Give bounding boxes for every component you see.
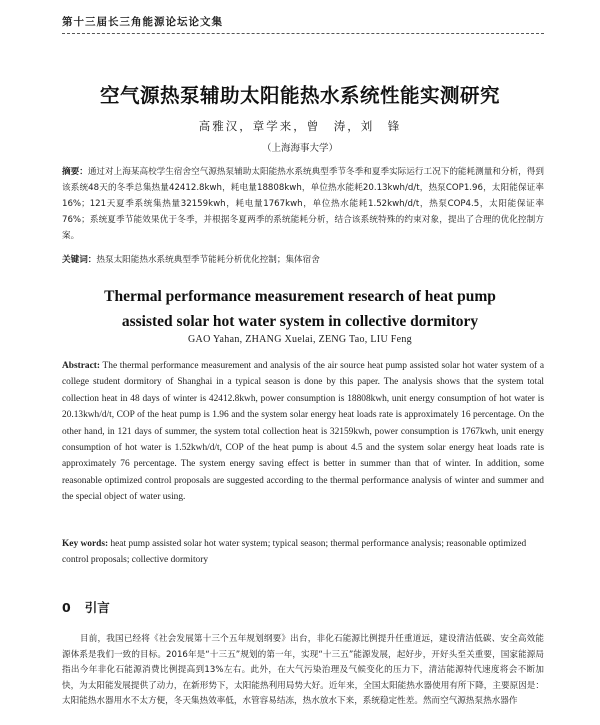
chinese-keywords xyxy=(62,252,544,268)
english-title xyxy=(0,284,600,334)
section-title: 引言 xyxy=(84,600,110,615)
english-keywords xyxy=(62,536,544,568)
english-abstract xyxy=(62,358,544,506)
chinese-abstract-text: 通过对上海某高校学生宿舍空气源热泵辅助太阳能热水系统典型季节冬季和夏季实际运行工况下的能耗测量和分析，得到该系统48天的冬季总集热量42412.8kwh，耗电量18808kwh，单位热水能耗20.13kwh/d/t，热泵COP1.96，太阳能保证率16%；121天夏季系统集热量32159kwh，耗电量1767kwh，单位热水能耗1.52kwh/d/t，热泵COP4.5，太阳能保证率76%；系统夏季节能效果优于冬季，并根据冬夏两季的系统能耗分析，结合该系统特殊的约束对象，提出了合理的优化控制方案。 xyxy=(62,167,544,241)
section-heading-introduction xyxy=(62,598,110,616)
chinese-affiliation: （上海海事大学） xyxy=(261,143,338,154)
header-rule xyxy=(62,33,544,34)
english-title-line-2: assisted solar hot water system in collective dormitory xyxy=(121,313,479,330)
english-keywords-text: heat pump assisted solar hot water system; typical season; thermal performance analysis; reasonable optimized control proposals; collective dormitory xyxy=(62,539,527,565)
english-title-line-1: Thermal performance measurement research of heat pump xyxy=(104,288,496,305)
english-authors: GAO Yahan, ZHANG Xuelai, ZENG Tao, LIU Feng xyxy=(188,334,412,345)
english-abstract-label: Abstract: xyxy=(62,361,101,371)
running-head: 第十三届长三角能源论坛论文集 xyxy=(62,16,223,28)
chinese-abstract xyxy=(62,164,544,244)
section-number: 0 xyxy=(62,600,71,615)
chinese-title: 空气源热泵辅助太阳能热水系统性能实测研究 xyxy=(99,84,500,107)
chinese-abstract-label: 摘要： xyxy=(62,167,88,177)
introduction-paragraph: 目前，我国已经将《社会发展第十三个五年规划纲要》出台，非化石能源比例提升任重道远，建设清洁低碳、安全高效能源体系是我们一致的目标。2016年是“十三五”规划的第一年，实现“十三五”能源发展，起好步，开好头至关重要，国家能源局指出今年非化石能源消费比例提高到13%左右。此外，在大气污染治理及气候变化的压力下，清洁能源特代速度将会不断加快，为太阳能发展提供了动力，在新形势下，太阳能热利用局势大好。近年来，全国太阳能热水器使用有所下降，主要原因是：太阳能热水器用水不太方便，冬天集热效率低，水管容易结冻，热水放水下来，系统稳定性差。然而空气源热泵热水器作 xyxy=(62,634,544,707)
english-keywords-label: Key words: xyxy=(62,539,109,549)
chinese-keywords-text: 热泵太阳能热水系统典型季节能耗分析优化控制；集体宿舍 xyxy=(96,255,320,265)
chinese-authors: 高雅汉，章学来，曾 涛，刘 锋 xyxy=(198,119,402,133)
chinese-keywords-label: 关键词： xyxy=(62,255,97,265)
english-abstract-text: The thermal performance measurement and analysis of the air source heat pump assisted solar hot water system of a college student dormitory of Shanghai in a typical season is done by this paper. The analysis shows that the system total collection heat in 48 days of winter is 42412.8kwh, power consumption is 18808kwh, unit energy consumption of hot water is 20.13kwh/d/t, COP of the heat pump is 1.96 and the system solar energy heat loads rate is approximately 16 percentage. On the other hand, in 121 days of summer, the system total collection heat is 32159kwh, power consumption is 1767kwh, unit energy consumption of hot water is 1.52kwh/d/t, COP of the heat pump is about 4.5 and the system solar energy heat loads rate is approximately 76 percentage. The system energy saving effect is better in summer than that of winter. In addition, some reasonable optimized control proposals are suggested according to the thermal performance analysis of winter and summer and the special object of water using. xyxy=(62,361,544,503)
